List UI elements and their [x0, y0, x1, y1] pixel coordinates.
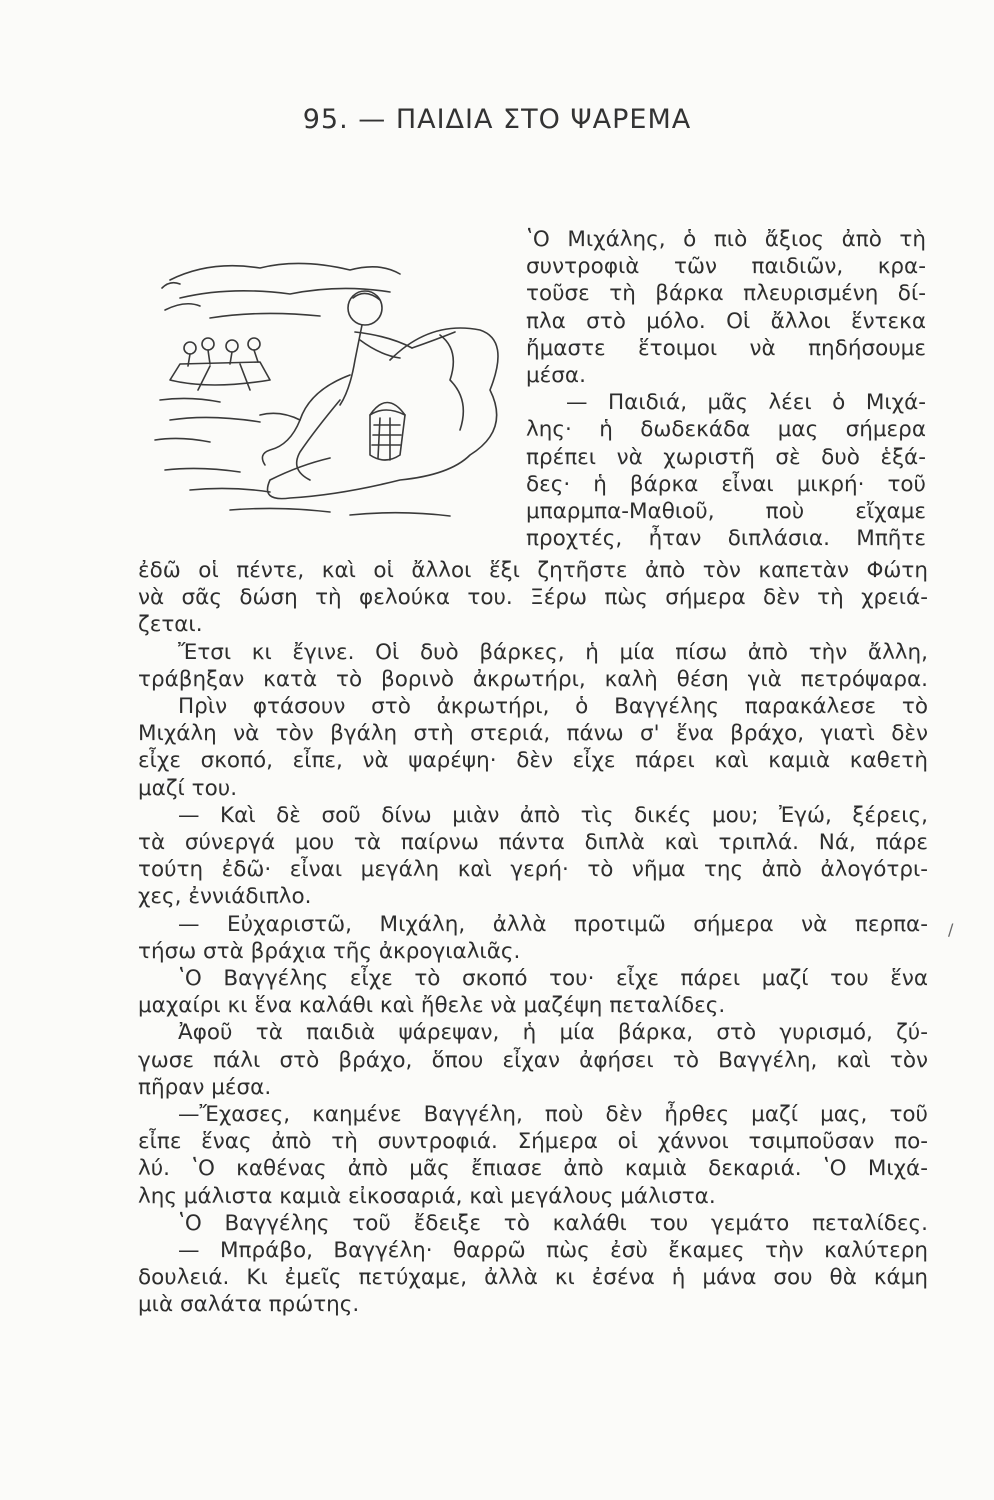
text-line: πῆραν μέσα.: [138, 1074, 272, 1100]
text-line: μπαρμπα-Μαθιοῦ, ποὺ εἴχαμε: [526, 499, 926, 525]
text-line: πλα στὸ μόλο. Οἱ ἄλλοι ἕντεκα: [526, 308, 926, 334]
text-line: Ἀφοῦ τὰ παιδιὰ ψάρεψαν, ἡ μία βάρκα, στὸ γυρισμό, ζύ-: [178, 1020, 928, 1046]
text-line: συντροφιὰ τῶν παιδιῶν, κρα-: [526, 254, 926, 280]
text-line: ἤμαστε ἕτοιμοι νὰ πηδήσουμε: [526, 335, 926, 361]
page-title: 95. — ΠΑΙΔΙΑ ΣΤΟ ΨΑΡΕΜΑ: [302, 104, 692, 135]
text-line: λύ. ʽΟ καθένας ἀπὸ μᾶς ἔπιασε ἀπὸ καμιὰ δεκαριά. ʽΟ Μιχά-: [138, 1156, 928, 1182]
wide-paragraph-column: [138, 557, 928, 1319]
text-line: χες, ἐννιάδιπλο.: [138, 884, 312, 910]
text-line: τούτη ἐδῶ· εἶναι μεγάλη καὶ γερή· τὸ νῆμα της ἀπὸ ἀλογότρι-: [138, 857, 928, 883]
text-line: — Παιδιά, μᾶς λέει ὁ Μιχά-: [566, 390, 926, 416]
text-line: δουλειά. Κι ἐμεῖς πετύχαμε, ἀλλὰ κι ἐσένα ἡ μάνα σου θὰ κάμη: [138, 1265, 928, 1291]
text-line: μέσα.: [526, 363, 586, 389]
narrow-paragraph-column: [526, 226, 926, 552]
text-line: ʽΟ Βαγγέλης εἶχε τὸ σκοπό του· εἶχε πάρει μαζί του ἕνα: [178, 966, 928, 992]
text-line: — Μπράβο, Βαγγέλη· θαρρῶ πὼς ἐσὺ ἔκαμες τὴν καλύτερη: [178, 1238, 928, 1264]
text-line: ζεται.: [138, 612, 203, 638]
text-line: — Καὶ δὲ σοῦ δίνω μιὰν ἀπὸ τὶς δικές μου; Ἐγώ, ξέρεις,: [178, 802, 928, 828]
text-line: — Εὐχαριστῶ, Μιχάλη, ἀλλὰ προτιμῶ σήμερα νὰ περπα-: [178, 911, 928, 937]
text-line: λης· ἡ δωδεκάδα μας σήμερα: [526, 417, 926, 443]
text-line: λης μάλιστα καμιὰ εἰκοσαριά, καὶ μεγάλους μάλιστα.: [138, 1183, 716, 1209]
text-line: τήσω στὰ βράχια τῆς ἀκρογιαλιᾶς.: [138, 938, 521, 964]
boy-fishing-illustration-icon: [150, 240, 520, 530]
text-line: Ἔτσι κι ἔγινε. Οἱ δυὸ βάρκες, ἡ μία πίσω ἀπὸ τὴν ἄλλη,: [178, 639, 928, 665]
text-line: —Ἔχασες, καημένε Βαγγέλη, ποὺ δὲν ἦρθες μαζί μας, τοῦ: [178, 1102, 928, 1128]
text-line: μαχαίρι κι ἕνα καλάθι καὶ ἤθελε νὰ μαζέψη πεταλίδες.: [138, 993, 726, 1019]
text-line: τοῦσε τὴ βάρκα πλευρισμένη δί-: [526, 281, 926, 307]
text-line: προχτές, ἦταν διπλάσια. Μπῆτε: [526, 526, 926, 552]
margin-mark: /: [948, 920, 954, 939]
text-line: Πρὶν φτάσουν στὸ ἀκρωτήρι, ὁ Βαγγέλης παρακάλεσε τὸ: [178, 694, 928, 720]
text-line: μαζί του.: [138, 775, 238, 801]
text-line: εἶχε σκοπό, εἶπε, νὰ ψαρέψη· δὲν εἶχε πάρει καὶ καμιὰ καθετὴ: [138, 748, 928, 774]
text-line: ʽΟ Βαγγέλης τοῦ ἔδειξε τὸ καλάθι του γεμάτο πεταλίδες.: [178, 1210, 928, 1236]
text-line: μιὰ σαλάτα πρώτης.: [138, 1292, 360, 1318]
text-line: τράβηξαν κατὰ τὸ βορινὸ ἀκρωτήρι, καλὴ θέση γιὰ πετρόψαρα.: [138, 666, 928, 692]
text-line: Μιχάλη νὰ τὸν βγάλη στὴ στεριά, πάνω σ' ἕνα βράχο, γιατὶ δὲν: [138, 721, 928, 747]
text-line: εἶπε ἕνας ἀπὸ τὴ συντροφιά. Σήμερα οἱ χάννοι τσιμποῦσαν πο-: [138, 1129, 928, 1155]
text-line: ʽΟ Μιχάλης, ὁ πιὸ ἄξιος ἀπὸ τὴ: [526, 227, 926, 252]
text-line: νὰ σᾶς δώση τὴ φελούκα του. Ξέρω πὼς σήμερα δὲν τὴ χρειά-: [138, 585, 928, 611]
text-line: γωσε πάλι στὸ βράχο, ὅπου εἶχαν ἀφήσει τὸ Βαγγέλη, καὶ τὸν: [138, 1047, 928, 1073]
text-line: πρέπει νὰ χωριστῆ σὲ δυὸ ἑξά-: [526, 444, 926, 470]
text-line: τὰ σύνεργά μου τὰ παίρνω πάντα διπλὰ καὶ τριπλά. Νά, πάρε: [138, 830, 928, 856]
text-line: ἐδῶ οἱ πέντε, καὶ οἱ ἄλλοι ἕξι ζητῆστε ἀπὸ τὸν καπετὰν Φώτη: [138, 558, 928, 583]
text-line: δες· ἡ βάρκα εἶναι μικρή· τοῦ: [526, 471, 926, 497]
